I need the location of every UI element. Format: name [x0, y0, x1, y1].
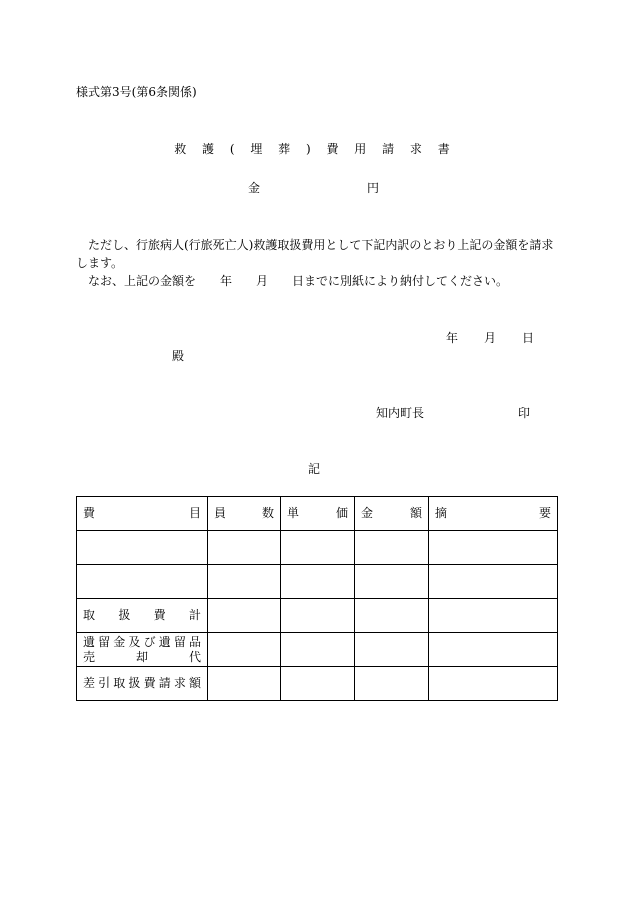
- table-cell[interactable]: [429, 565, 558, 599]
- table-cell[interactable]: [429, 531, 558, 565]
- date-month: 月: [484, 331, 497, 345]
- addressee-suffix: 殿: [172, 349, 185, 363]
- row-label: 取扱費計: [77, 599, 208, 633]
- table-cell[interactable]: [208, 599, 281, 633]
- table-cell[interactable]: [281, 633, 355, 667]
- header-cell: 摘 要: [429, 497, 558, 531]
- table-cell[interactable]: [429, 667, 558, 701]
- table-cell[interactable]: [281, 531, 355, 565]
- table-row: [77, 633, 558, 667]
- table-row: [77, 565, 558, 599]
- table-cell[interactable]: [208, 531, 281, 565]
- record-label: 記: [308, 462, 321, 476]
- table-cell[interactable]: [355, 531, 429, 565]
- table-row: [77, 667, 558, 701]
- table-row: [77, 531, 558, 565]
- document-title: 救 護 ( 埋 葬 ) 費 用 請 求 書: [174, 142, 456, 156]
- expense-table: [76, 496, 558, 701]
- seal-mark: 印: [518, 406, 531, 420]
- table-cell[interactable]: [208, 633, 281, 667]
- amount-label: 金: [248, 181, 261, 195]
- amount-yen-label: 円: [367, 181, 380, 195]
- header-cell: 費 目: [77, 497, 208, 531]
- table-cell[interactable]: [355, 633, 429, 667]
- form-number: 様式第3号(第6条関係): [76, 85, 197, 99]
- table-cell[interactable]: [429, 599, 558, 633]
- date-line: [446, 330, 534, 346]
- body-text: [76, 236, 560, 290]
- issuer-name: 知内町長: [376, 406, 425, 420]
- table-row: [77, 599, 558, 633]
- date-year: 年: [446, 331, 459, 345]
- body-paragraph-2: なお、上記の金額を 年 月 日までに別紙により納付してください。: [88, 274, 509, 288]
- row-label-line-1: 遺留金及び遺留品: [83, 634, 201, 649]
- table-cell[interactable]: [208, 667, 281, 701]
- row-label: [77, 531, 208, 565]
- date-day: 日: [522, 331, 535, 345]
- table-cell[interactable]: [355, 667, 429, 701]
- table-cell[interactable]: [355, 565, 429, 599]
- header-cell: 金 額: [355, 497, 429, 531]
- table-header-row: [77, 497, 558, 531]
- table-cell[interactable]: [208, 565, 281, 599]
- row-label: [77, 633, 208, 667]
- row-label: 差引取扱費請求額: [77, 667, 208, 701]
- table-cell[interactable]: [281, 599, 355, 633]
- row-label: [77, 565, 208, 599]
- header-cell: 員 数: [208, 497, 281, 531]
- table-cell[interactable]: [429, 633, 558, 667]
- table-cell[interactable]: [355, 599, 429, 633]
- header-cell: 単 価: [281, 497, 355, 531]
- row-label-line-2: 売却代: [83, 649, 201, 664]
- table-cell[interactable]: [281, 565, 355, 599]
- table-cell[interactable]: [281, 667, 355, 701]
- body-paragraph-1: ただし、行旅病人(行旅死亡人)救護取扱費用として下記内訳のとおり上記の金額を請求します。: [76, 238, 554, 270]
